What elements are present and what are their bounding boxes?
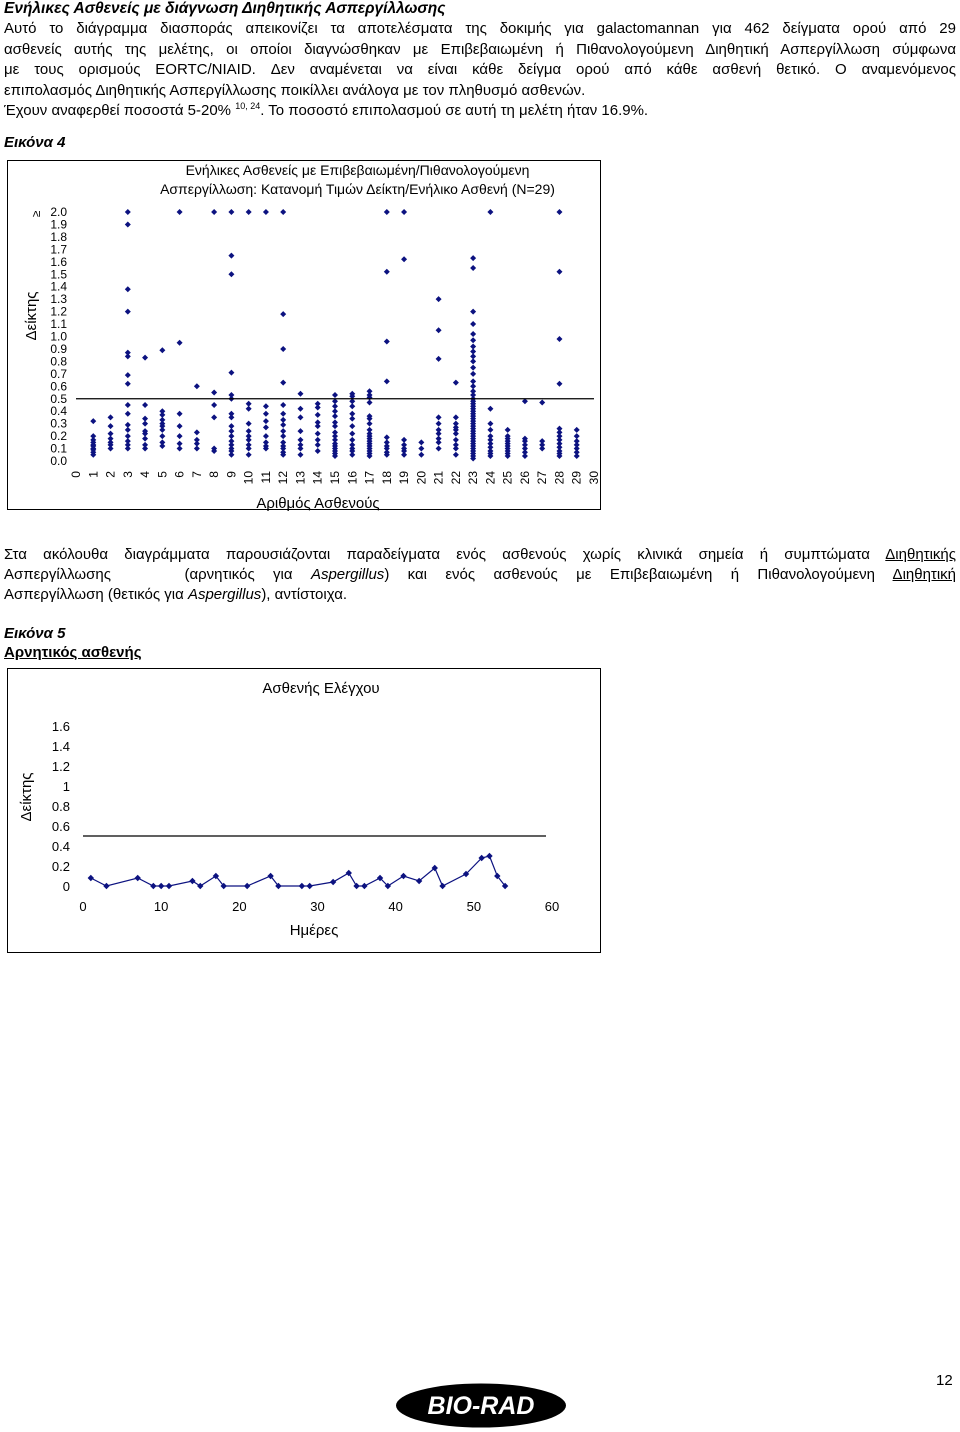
figure-4-data-point (315, 437, 321, 443)
figure-4-data-point (574, 427, 580, 433)
figure-4-x-axis-label: Αριθμός Ασθενούς (256, 495, 380, 512)
figure-4-data-point (470, 371, 476, 377)
figure-4-x-tick-label: 13 (293, 471, 308, 485)
figure-4-y-tick-label: 0.0 (50, 454, 67, 468)
figure-4-data-point (418, 452, 424, 458)
figure-4-data-point (401, 256, 407, 262)
figure-4-title-line-2: Ασπεργίλλωση: Κατανομή Τιμών Δείκτη/Ενήλικο Ασθενή (N=29) (160, 181, 555, 197)
figure-4-data-point (453, 437, 459, 443)
figure-5-y-tick-label: 0.4 (51, 839, 70, 854)
figure-5-y-tick-label: 0.2 (51, 859, 70, 874)
figure-5-y-tick-label: 1.6 (51, 719, 70, 734)
figure-5-y-tick-label: 0.6 (51, 819, 70, 834)
figure-4-data-point (194, 383, 200, 389)
figure-4-data-point (263, 439, 269, 445)
figure-5-data-point (400, 873, 406, 879)
figure-4-y-tick-label: 0.6 (50, 379, 67, 394)
figure-4-data-point (125, 286, 131, 292)
figure-4-x-tick-label: 15 (328, 471, 342, 485)
figure-4-x-tick-label: 21 (431, 471, 446, 485)
figure-4-data-point (297, 428, 303, 434)
figure-4-y-tick-label: 1.8 (50, 229, 67, 244)
figure-4-data-point (349, 431, 355, 437)
figure-4-data-point (142, 402, 148, 408)
figure-4-data-point (384, 338, 390, 344)
figure-5-data-point (166, 883, 172, 889)
figure-4-data-point (384, 434, 390, 440)
figure-4-data-point (470, 321, 476, 327)
figure-5-y-tick-label: 1.4 (51, 739, 70, 754)
figure-5-data-point (88, 875, 94, 881)
figure-4-data-point (228, 423, 234, 429)
figure-4-data-point (177, 441, 183, 447)
figure-5-data-point (189, 878, 195, 884)
figure-4-x-tick-label: 17 (362, 471, 377, 485)
figure-4-data-point (297, 391, 303, 397)
middle-line-2d: ) και ενός ασθενούς με Επιβεβαιωμένη ή Πιθανολογούμενη (384, 566, 893, 583)
figure-4-data-point (159, 433, 165, 439)
middle-paragraph (4, 545, 956, 605)
figure-4-data-point (263, 433, 269, 439)
figure-4-data-point (90, 433, 96, 439)
figure-4-data-point (125, 309, 131, 315)
figure-4-x-tick-label: 5 (155, 471, 170, 478)
figure-4-data-point (246, 421, 252, 427)
figure-4-data-point (487, 209, 493, 215)
figure-5-y-tick-label: 1.2 (51, 759, 70, 774)
figure-4-y-tick-label: 0.9 (50, 341, 67, 356)
bio-rad-logo (395, 1383, 567, 1428)
figure-4-x-tick-label: 24 (483, 471, 498, 485)
figure-4-data-point (349, 423, 355, 429)
figure-4-y-tick-label: 0.1 (50, 441, 67, 456)
page-number: 12 (936, 1372, 953, 1389)
figure-4-data-point (263, 403, 269, 409)
figure-4-y-axis-label: Δείκτης (23, 291, 40, 341)
middle-line-2a: Ασπεργίλλωσης (4, 566, 111, 583)
figure-4-title-line-1: Ενήλικες Ασθενείς με Επιβεβαιωμένη/Πιθανολογούμενη (185, 162, 530, 178)
middle-line-1a: Στα ακόλουθα διαγράμματα παρουσιάζονται παραδείγματα ενός ασθενούς χωρίς κλινικά σημεία ή συμπτώματα (4, 546, 886, 563)
figure-4-y-tick-label: 2.0 (50, 205, 67, 219)
figure-4-data-point (574, 433, 580, 439)
figure-4-data-point (470, 337, 476, 343)
figure-5-data-point (346, 870, 352, 876)
figure-4-data-point (280, 402, 286, 408)
figure-4-data-point (177, 423, 183, 429)
figure-5-data-point (158, 883, 164, 889)
figure-5-data-point (361, 883, 367, 889)
figure-4-data-point (349, 411, 355, 417)
figure-4-data-point (539, 438, 545, 444)
figure-4-y-tick-label: 1.2 (50, 304, 67, 319)
middle-line-2c: Aspergillus (310, 566, 385, 583)
figure-4-x-tick-label: 12 (276, 471, 291, 485)
figure-4-data-point (125, 350, 131, 356)
figure-4-data-point (228, 392, 234, 398)
figure-5-data-point (244, 883, 250, 889)
figure-4-x-tick-label: 22 (448, 471, 463, 485)
figure-4-data-point (556, 336, 562, 342)
figure-4-data-point (367, 388, 373, 394)
figure-4-label: Εικόνα 4 (4, 134, 66, 151)
figure-4-data-point (263, 424, 269, 430)
figure-4-data-point (436, 421, 442, 427)
figure-4-x-tick-label: 11 (258, 471, 273, 484)
figure-4-data-point (401, 209, 407, 215)
intro-line-3: με τους ορισμούς EORTC/NIAID. Δεν αναμένεται να είναι κάθε δείγμα ορού από κάθε ασθενή θετικό. Ο αναμενόμενος (4, 61, 956, 78)
figure-4-data-point (470, 365, 476, 371)
figure-5-y-tick-label: 0 (62, 879, 70, 894)
figure-4-y-tick-label: 1.3 (50, 292, 67, 307)
figure-5-data-point (135, 875, 141, 881)
figure-4-data-point (125, 381, 131, 387)
intro-line-2: ασθενείς αυτής της μελέτης, οι οποίοι διαγνώσθηκαν με Επιβεβαιωμένη ή Πιθανολογούμενη Διηθητική Ασπεργίλλωση σύμφωνα (4, 40, 956, 58)
figure-4-x-tick-label: 7 (189, 471, 204, 478)
figure-4-x-tick-label: 0 (69, 471, 83, 478)
figure-4-data-point (263, 209, 269, 215)
figure-4-data-point (280, 417, 286, 423)
figure-5-data-point (306, 883, 312, 889)
figure-4-x-tick-label: 9 (224, 471, 239, 478)
figure-4-y-tick-label: 0.4 (50, 404, 67, 419)
figure-4-data-point (487, 406, 493, 412)
figure-4-data-point (453, 452, 459, 458)
figure-5-line-chart (0, 660, 960, 960)
figure-4-data-point (349, 437, 355, 443)
figure-4-data-point (177, 433, 183, 439)
figure-4-data-point (142, 416, 148, 422)
middle-line-2 (4, 565, 956, 585)
figure-4-data-point (125, 372, 131, 378)
figure-5-x-tick-label: 30 (310, 899, 325, 914)
figure-4-data-point (470, 378, 476, 384)
figure-4-data-point (159, 347, 165, 353)
figure-4-data-point (436, 427, 442, 433)
figure-4-data-point (125, 402, 131, 408)
figure-4-y-tick-label: 0.5 (50, 391, 67, 406)
figure-4-data-point (556, 426, 562, 432)
figure-4-x-tick-label: 28 (552, 471, 567, 485)
figure-4-data-point (297, 437, 303, 443)
figure-4-y-tick-label: 1.6 (50, 254, 67, 269)
figure-4-y-tick-label: 0.3 (50, 416, 67, 431)
figure-4-data-point (211, 414, 217, 420)
figure-4-y-tick-label: 1.1 (50, 317, 67, 332)
figure-4-data-point (280, 311, 286, 317)
figure-5-x-tick-label: 20 (232, 899, 247, 914)
figure-4-data-point (108, 414, 114, 420)
figure-4-data-point (228, 209, 234, 215)
figure-4-data-point (367, 427, 373, 433)
figure-4-data-point (470, 343, 476, 349)
intro-line-1: Αυτό το διάγραμμα διασποράς απεικονίζει τα αποτελέσματα της δοκιμής για galactomannan για 462 δείγματα ορού από 29 (4, 20, 956, 37)
figure-4-data-point (539, 399, 545, 405)
figure-4-x-tick-label: 10 (241, 471, 256, 485)
figure-5-x-tick-label: 60 (544, 899, 560, 914)
figure-4-data-point (470, 255, 476, 261)
figure-4-data-point (297, 414, 303, 420)
figure-5-data-point (150, 883, 156, 889)
figure-4-data-point (418, 446, 424, 452)
figure-4-data-point (228, 271, 234, 277)
figure-5-x-tick-label: 50 (466, 899, 482, 914)
figure-4-data-point (142, 355, 148, 361)
figure-4-data-point (332, 392, 338, 398)
figure-4-x-tick-label: 30 (587, 471, 601, 485)
figure-4-data-point (228, 411, 234, 417)
middle-line-1b: Διηθητικής (885, 546, 956, 563)
middle-line-3 (4, 585, 956, 605)
figure-5-x-tick-label: 40 (388, 899, 403, 914)
figure-4-data-point (315, 431, 321, 437)
figure-4-data-point (142, 442, 148, 448)
figure-4-x-tick-label: 8 (207, 471, 222, 478)
figure-4-data-point (436, 296, 442, 302)
figure-4-y-tick-label: 1.9 (50, 217, 67, 232)
figure-4-data-point (436, 446, 442, 452)
figure-4-x-tick-label: 6 (172, 471, 187, 478)
figure-5-label: Εικόνα 5 (4, 625, 66, 642)
figure-4-data-point (315, 419, 321, 425)
figure-4-data-point (125, 433, 131, 439)
figure-4-x-tick-label: 27 (535, 471, 550, 485)
intro-line-5a: Έχουν αναφερθεί ποσοστά 5-20% (4, 102, 236, 119)
figure-4-data-point (556, 269, 562, 275)
figure-4-data-point (211, 209, 217, 215)
figure-4-data-point (315, 412, 321, 418)
figure-5-y-tick-label: 1 (62, 779, 70, 794)
figure-4-y-tick-label: 1.4 (50, 279, 67, 294)
figure-4-y-tick-label: 0.7 (50, 366, 67, 381)
figure-4-x-tick-label: 14 (310, 471, 325, 485)
middle-line-2b: (αρνητικός για (184, 566, 311, 583)
figure-4-data-point (177, 209, 183, 215)
figure-4-x-tick-label: 4 (138, 471, 153, 478)
figure-4-data-point (418, 439, 424, 445)
figure-4-data-point (436, 356, 442, 362)
figure-4-data-point (470, 331, 476, 337)
figure-4-x-tick-label: 25 (500, 471, 515, 485)
figure-4-data-point (297, 452, 303, 458)
figure-4-data-point (280, 411, 286, 417)
figure-4-data-point (280, 209, 286, 215)
figure-4-data-point (556, 209, 562, 215)
figure-4-data-point (280, 346, 286, 352)
figure-4-data-point (436, 327, 442, 333)
figure-4-data-point (315, 401, 321, 407)
citation-superscript: 10, 24 (235, 101, 261, 111)
figure-4-scatter-chart (0, 0, 960, 520)
figure-5-x-tick-label: 10 (153, 899, 169, 914)
figure-4-data-point (470, 265, 476, 271)
figure-4-data-point (108, 431, 114, 437)
figure-4-data-point (228, 370, 234, 376)
figure-4-data-point (280, 439, 286, 445)
figure-5-data-point (197, 883, 203, 889)
figure-4-data-point (470, 309, 476, 315)
figure-4-x-tick-label: 23 (466, 471, 481, 485)
figure-5-data-point (103, 883, 109, 889)
figure-4-data-point (159, 408, 165, 414)
figure-4-data-point (315, 448, 321, 454)
figure-5-data-point (353, 883, 359, 889)
figure-4-data-point (384, 209, 390, 215)
figure-4-data-point (505, 427, 511, 433)
middle-line-2e: Διηθητική (892, 566, 957, 583)
intro-line-5b: . Το ποσοστό επιπολασμού σε αυτή τη μελέτη ήταν 16.9%. (260, 102, 649, 119)
intro-line-4: επιπολασμός Διηθητικής Ασπεργίλλωσης ποικίλλει ανάλογα με τον πληθυσμό ασθενών. (4, 81, 586, 99)
figure-4-data-point (297, 406, 303, 412)
middle-line-3a: Ασπεργίλλωση (θετικός για (4, 586, 188, 603)
figure-4-data-point (487, 433, 493, 439)
figure-4-data-point (436, 414, 442, 420)
figure-4-data-point (159, 439, 165, 445)
figure-4-data-point (194, 429, 200, 435)
figure-4-data-point (453, 380, 459, 386)
figure-4-data-point (453, 421, 459, 427)
figure-5-sublabel-text: Αρνητικός ασθενής (4, 644, 142, 661)
figure-4-ge-symbol: ≥ (29, 210, 43, 218)
figure-4-data-point (556, 381, 562, 387)
figure-4-y-tick-label: 0.8 (50, 354, 67, 369)
figure-4-data-point (332, 419, 338, 425)
figure-4-x-tick-label: 16 (345, 471, 360, 485)
figure-4-data-point (211, 402, 217, 408)
figure-4-data-point (246, 452, 252, 458)
figure-4-y-tick-label: 1.5 (50, 267, 67, 282)
figure-4-data-point (194, 437, 200, 443)
figure-4-data-point (263, 411, 269, 417)
figure-4-data-point (332, 429, 338, 435)
figure-4-data-point (487, 421, 493, 427)
figure-4-data-point (125, 209, 131, 215)
figure-4-data-point (246, 401, 252, 407)
figure-4-data-point (125, 411, 131, 417)
figure-4-data-point (211, 390, 217, 396)
figure-5-data-point (486, 853, 492, 859)
figure-4-x-tick-label: 19 (397, 471, 412, 485)
figure-4-data-point (246, 209, 252, 215)
middle-line-3c: ), αντίστοιχα. (261, 586, 348, 603)
figure-4-x-tick-label: 2 (103, 471, 118, 478)
figure-4-x-tick-label: 29 (569, 471, 584, 485)
figure-4-data-point (125, 422, 131, 428)
figure-5-y-tick-label: 0.8 (51, 799, 70, 814)
figure-5-sublabel (4, 644, 142, 661)
figure-4-data-point (90, 418, 96, 424)
figure-4-data-point (177, 340, 183, 346)
figure-5-data-point (439, 883, 445, 889)
section-heading: Ενήλικες Ασθενείς με διάγνωση Διηθητικής Ασπεργίλλωσης (4, 0, 446, 17)
figure-5-title: Ασθενής Ελέγχου (262, 680, 380, 697)
figure-4-x-tick-label: 18 (379, 471, 394, 485)
figure-4-x-tick-label: 26 (517, 471, 532, 485)
figure-4-data-point (453, 414, 459, 420)
figure-4-data-point (246, 428, 252, 434)
figure-4-x-tick-label: 3 (120, 471, 135, 478)
figure-4-data-point (384, 269, 390, 275)
figure-5-data-point (330, 879, 336, 885)
figure-4-data-point (108, 423, 114, 429)
figure-4-y-tick-label: 1.0 (50, 329, 67, 344)
figure-4-data-point (228, 253, 234, 259)
figure-4-y-tick-label: 0.2 (50, 429, 67, 444)
figure-5-x-tick-label: 0 (79, 899, 87, 914)
figure-5-data-point (299, 883, 305, 889)
figure-4-data-point (177, 411, 183, 417)
middle-line-1 (4, 545, 956, 565)
figure-4-data-point (125, 221, 131, 227)
figure-5-y-axis-label: Δείκτης (18, 772, 35, 822)
figure-4-data-point (487, 427, 493, 433)
figure-4-x-tick-label: 20 (414, 471, 429, 485)
figure-5-series-line (91, 856, 505, 886)
figure-4-x-tick-label: 1 (86, 471, 101, 478)
figure-4-data-point (280, 380, 286, 386)
figure-4-data-point (280, 428, 286, 434)
figure-4-data-point (401, 437, 407, 443)
middle-line-3b: Aspergillus (187, 586, 262, 603)
figure-5-x-axis-label: Ημέρες (289, 922, 339, 939)
figure-4-data-point (263, 418, 269, 424)
figure-4-data-point (384, 378, 390, 384)
bio-rad-logo-text: BIO-RAD (427, 1392, 535, 1420)
figure-4-y-tick-label: 1.7 (50, 242, 67, 257)
